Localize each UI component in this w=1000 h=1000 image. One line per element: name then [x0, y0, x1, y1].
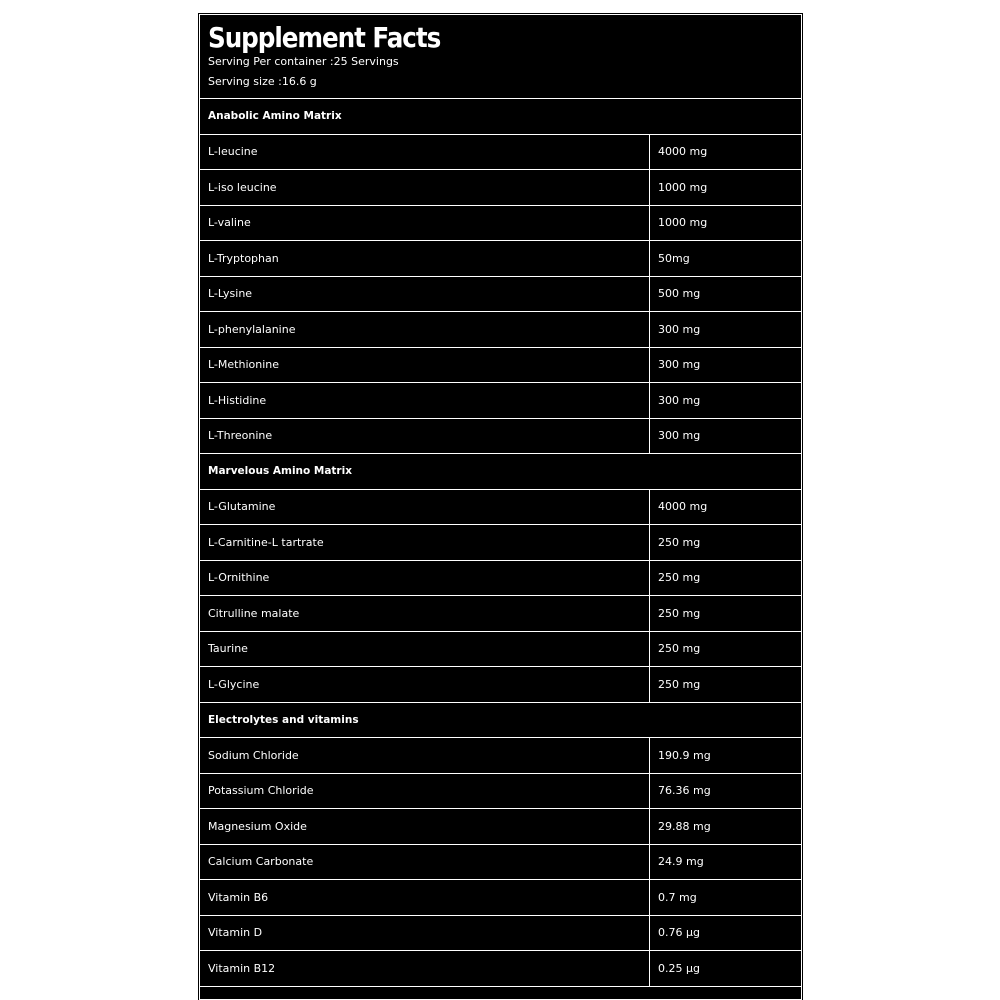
ingredient-amount: 300 mg	[658, 429, 701, 443]
ingredient-amount: 0.76 µg	[658, 926, 700, 940]
ingredient-amount: 29.88 mg	[658, 819, 711, 833]
table-row	[200, 916, 801, 952]
ingredient-amount: 250 mg	[658, 642, 701, 656]
table-row	[200, 809, 801, 845]
section-header: Anabolic Amino Matrix	[200, 99, 801, 135]
table-row	[200, 206, 801, 242]
ingredient-name: Magnesium Oxide	[200, 809, 650, 844]
table-row	[200, 951, 801, 987]
ingredient-name: L-Histidine	[200, 383, 650, 418]
ingredient-amount: 1000 mg	[658, 216, 708, 230]
supplement-facts-panel	[199, 14, 802, 1000]
ingredient-name: L-Ornithine	[200, 561, 650, 596]
ingredient-amount: 250 mg	[658, 606, 701, 620]
ingredient-name: L-Glutamine	[200, 490, 650, 525]
facts-header	[200, 15, 801, 99]
ingredient-amount: 250 mg	[658, 571, 701, 585]
ingredient-amount: 24.9 mg	[658, 855, 704, 869]
table-row	[200, 348, 801, 384]
facts-table	[200, 99, 801, 987]
ingredient-name: Calcium Carbonate	[200, 845, 650, 880]
ingredient-amount: 1000 mg	[658, 180, 708, 194]
ingredient-amount: 250 mg	[658, 677, 701, 691]
ingredient-name: L-Lysine	[200, 277, 650, 312]
table-row	[200, 845, 801, 881]
ingredient-name: L-leucine	[200, 135, 650, 170]
ingredient-amount: 300 mg	[658, 393, 701, 407]
table-row	[200, 277, 801, 313]
table-row	[200, 880, 801, 916]
ingredient-name: L-Carnitine-L tartrate	[200, 525, 650, 560]
ingredient-name: L-Methionine	[200, 348, 650, 383]
section-header: Marvelous Amino Matrix	[200, 454, 801, 490]
ingredient-name: L-Glycine	[200, 667, 650, 702]
ingredient-name: L-iso leucine	[200, 170, 650, 205]
ingredient-amount: 0.7 mg	[658, 890, 697, 904]
ingredient-amount: 190.9 mg	[658, 748, 711, 762]
ingredient-name: L-valine	[200, 206, 650, 241]
ingredient-name: L-Tryptophan	[200, 241, 650, 276]
ingredient-name: Vitamin B12	[200, 951, 650, 986]
serving-size: Serving size :16.6 g	[208, 75, 317, 88]
ingredient-amount: 50mg	[658, 251, 690, 265]
table-row	[200, 774, 801, 810]
ingredient-name: L-Threonine	[200, 419, 650, 454]
table-row	[200, 312, 801, 348]
ingredient-amount: 76.36 mg	[658, 784, 711, 798]
table-row	[200, 490, 801, 526]
ingredient-amount: 4000 mg	[658, 145, 708, 159]
table-row	[200, 525, 801, 561]
ingredient-amount: 250 mg	[658, 535, 701, 549]
table-row	[200, 738, 801, 774]
table-row	[200, 383, 801, 419]
section-header: Electrolytes and vitamins	[200, 703, 801, 739]
ingredient-name: Citrulline malate	[200, 596, 650, 631]
ingredient-amount: 4000 mg	[658, 500, 708, 514]
ingredient-amount: 500 mg	[658, 287, 701, 301]
table-row	[200, 596, 801, 632]
ingredient-name: Vitamin D	[200, 916, 650, 951]
table-row	[200, 170, 801, 206]
ingredient-amount: 0.25 µg	[658, 961, 700, 975]
page-title: Supplement Facts	[208, 21, 441, 54]
table-row	[200, 419, 801, 455]
ingredient-amount: 300 mg	[658, 358, 701, 372]
table-row	[200, 135, 801, 171]
table-row	[200, 241, 801, 277]
table-row	[200, 561, 801, 597]
table-row	[200, 667, 801, 703]
ingredient-name: L-phenylalanine	[200, 312, 650, 347]
servings-per-container: Serving Per container :25 Servings	[208, 55, 399, 68]
ingredient-amount: 300 mg	[658, 322, 701, 336]
ingredient-name: Sodium Chloride	[200, 738, 650, 773]
table-row	[200, 632, 801, 668]
ingredient-name: Taurine	[200, 632, 650, 667]
ingredient-name: Vitamin B6	[200, 880, 650, 915]
ingredient-name: Potassium Chloride	[200, 774, 650, 809]
